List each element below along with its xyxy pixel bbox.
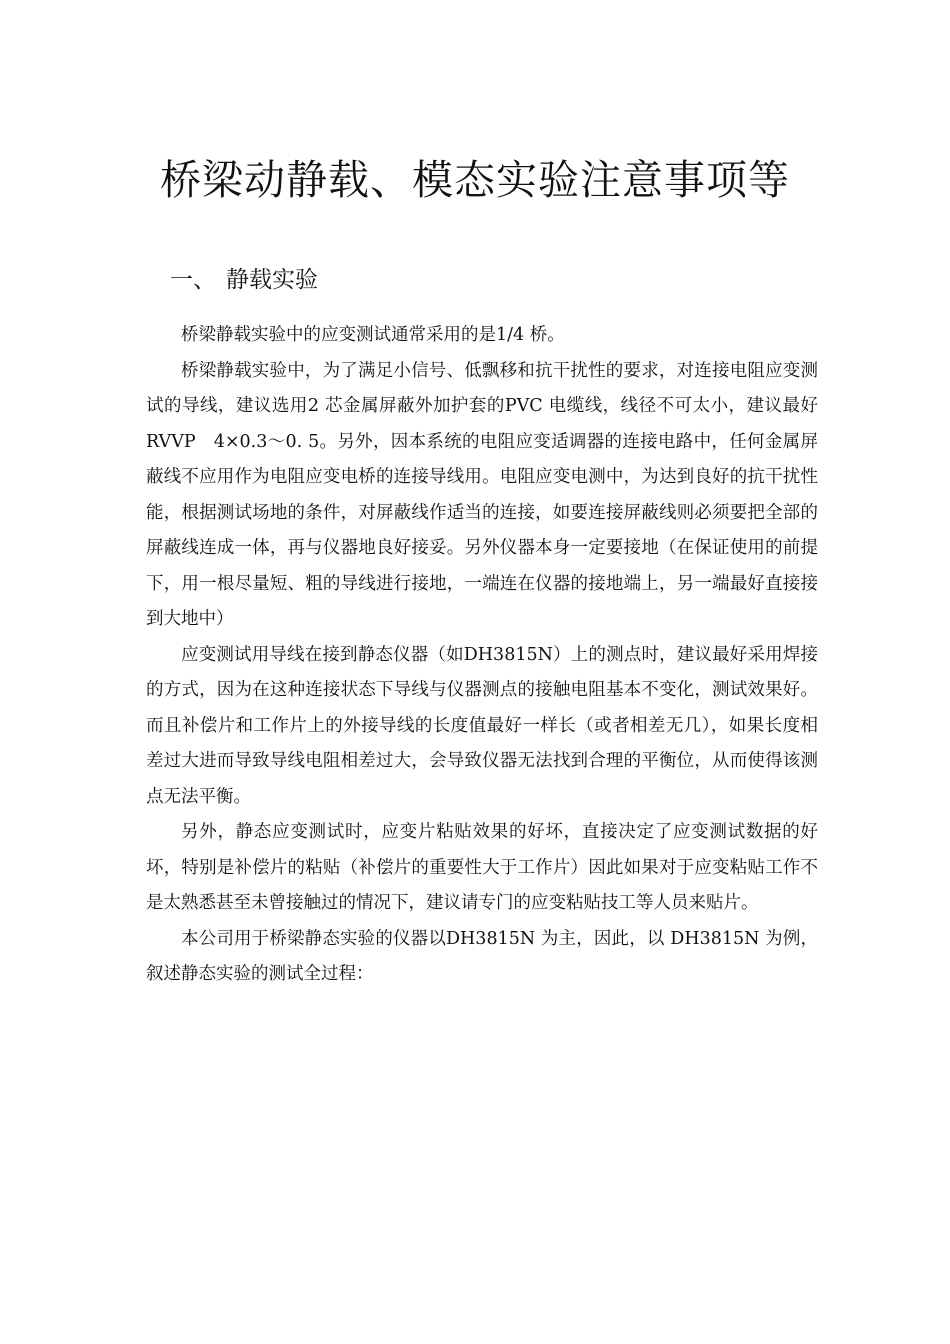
paragraph-shielded-cable: 桥梁静载实验中，为了满足小信号、低飘移和抗干扰性的要求，对连接电阻应变测试的导线，建议选用2 芯金属屏蔽外加护套的PVC 电缆线，线径不可太小，建议最好 RVVP 4×0.3～0. 5。另外，因本系统的电阻应变适调器的连接电路中，任何金属屏蔽线不应用作为电阻应变电桥的连接导线用。电阻应变电测中，为达到良好的抗干扰性能，根据测试场地的条件，对屏蔽线作适当的连接，如要连接屏蔽线则必须要把全部的屏蔽线连成一体，再与仪器地良好接妥。另外仪器本身一定要接地（在保证使用的前提下，用一根尽量短、粗的导线进行接地，一端连在仪器的接地端上，另一端最好直接接到大地中） bbox=[146, 360, 818, 629]
section-number: 一、 bbox=[170, 267, 216, 293]
section-heading bbox=[170, 262, 318, 298]
paragraph-instrument-intro: 本公司用于桥梁静态实验的仪器以DH3815N 为主，因此，以 DH3815N 为例，叙述静态实验的测试全过程： bbox=[146, 928, 818, 984]
paragraph-welding-connection: 应变测试用导线在接到静态仪器（如DH3815N）上的测点时，建议最好采用焊接的方式，因为在这种连接状态下导线与仪器测点的接触电阻基本不变化，测试效果好。而且补偿片和工作片上的外接导线的长度值最好一样长（或者相差无几），如果长度相差过大进而导致导线电阻相差过大，会导致仪器无法找到合理的平衡位，从而使得该测点无法平衡。 bbox=[146, 644, 818, 807]
paragraph-quarter-bridge: 桥梁静载实验中的应变测试通常采用的是1/4 桥。 bbox=[181, 325, 565, 345]
section-title: 静载实验 bbox=[226, 267, 318, 293]
paragraph-gauge-bonding: 另外，静态应变测试时，应变片粘贴效果的好坏，直接决定了应变测试数据的好坏，特别是补偿片的粘贴（补偿片的重要性大于工作片）因此如果对于应变粘贴工作不是太熟悉甚至未曾接触过的情况下，建议请专门的应变粘贴技工等人员来贴片。 bbox=[146, 822, 818, 913]
document-title: 桥梁动静载、模态实验注意事项等 bbox=[160, 156, 790, 204]
body-text bbox=[146, 318, 818, 993]
